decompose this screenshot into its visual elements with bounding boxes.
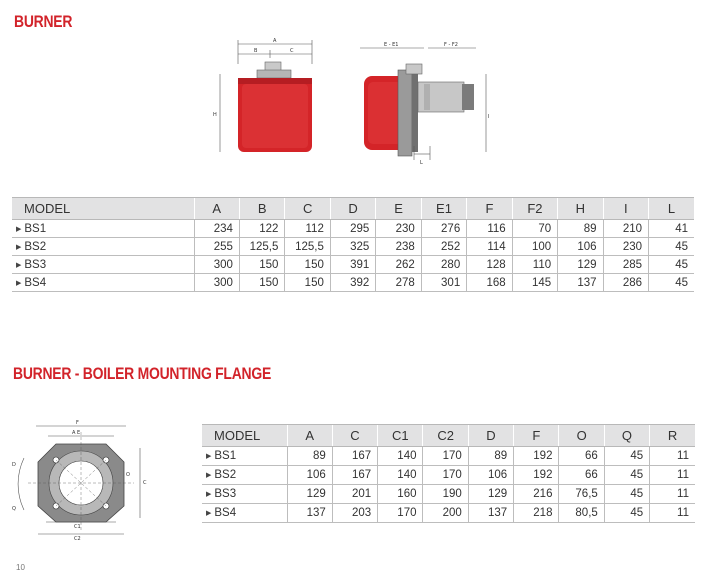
value-cell: 167 — [332, 466, 377, 485]
dim-ae-label: A E — [72, 430, 81, 436]
dim-h-label: H — [213, 112, 217, 118]
value-cell: 300 — [194, 274, 239, 292]
dim-l-label: L — [420, 160, 423, 166]
table-row — [202, 504, 695, 523]
value-cell: 255 — [194, 238, 239, 256]
dim-i-label: I — [488, 114, 490, 120]
col-header: D — [330, 198, 375, 220]
value-cell: 218 — [514, 504, 559, 523]
value-cell: 11 — [650, 485, 695, 504]
value-cell: 129 — [287, 485, 332, 504]
value-cell: 285 — [603, 256, 648, 274]
dim-f-label: F — [76, 420, 79, 426]
value-cell: 295 — [330, 220, 375, 238]
col-header: A — [194, 198, 239, 220]
table-row — [12, 274, 694, 292]
flange-title: BURNER - BOILER MOUNTING FLANGE — [13, 364, 272, 383]
value-cell: 125,5 — [239, 238, 284, 256]
value-cell: 45 — [649, 238, 694, 256]
dim-c-label: C — [290, 48, 294, 54]
value-cell: 301 — [421, 274, 466, 292]
value-cell: 170 — [378, 504, 423, 523]
value-cell: 125,5 — [285, 238, 330, 256]
value-cell: 168 — [467, 274, 512, 292]
value-cell: 192 — [514, 466, 559, 485]
table-header-row — [12, 198, 694, 220]
value-cell: 150 — [285, 274, 330, 292]
col-header: MODEL — [202, 425, 287, 447]
value-cell: 122 — [239, 220, 284, 238]
value-cell: 276 — [421, 220, 466, 238]
burner-dimensions-table — [12, 197, 694, 292]
col-header: C — [285, 198, 330, 220]
value-cell: 140 — [378, 447, 423, 466]
value-cell: 11 — [650, 447, 695, 466]
col-header: C1 — [378, 425, 423, 447]
value-cell: 106 — [558, 238, 603, 256]
col-header: Q — [604, 425, 649, 447]
burner-front-view-drawing — [210, 34, 340, 162]
value-cell: 170 — [423, 466, 468, 485]
value-cell: 11 — [650, 466, 695, 485]
page-number: 10 — [16, 563, 25, 572]
value-cell: 137 — [558, 274, 603, 292]
model-label: BS2 — [214, 469, 237, 481]
value-cell: 150 — [239, 256, 284, 274]
value-cell: 140 — [378, 466, 423, 485]
col-header: R — [650, 425, 695, 447]
col-header: D — [468, 425, 513, 447]
model-label: BS2 — [24, 240, 47, 253]
value-cell: 89 — [287, 447, 332, 466]
value-cell: 192 — [514, 447, 559, 466]
dim-o-label: O — [126, 472, 130, 478]
col-header: I — [603, 198, 648, 220]
value-cell: 391 — [330, 256, 375, 274]
value-cell: 252 — [421, 238, 466, 256]
flange-table-body — [202, 447, 695, 523]
value-cell: 160 — [378, 485, 423, 504]
dim-d-label: D — [12, 462, 16, 468]
value-cell: 89 — [468, 447, 513, 466]
row-arrow-icon: ▶ — [16, 225, 22, 233]
model-cell — [202, 504, 287, 523]
table-row — [12, 256, 694, 274]
col-header: B — [239, 198, 284, 220]
value-cell: 170 — [423, 447, 468, 466]
value-cell: 286 — [603, 274, 648, 292]
model-cell — [12, 274, 194, 292]
value-cell: 150 — [239, 274, 284, 292]
value-cell: 200 — [423, 504, 468, 523]
burner-title: BURNER — [14, 12, 73, 31]
table-header-row — [202, 425, 695, 447]
value-cell: 280 — [421, 256, 466, 274]
flange-dimensions-table — [202, 424, 695, 523]
dim-c2-label: C2 — [74, 536, 81, 542]
value-cell: 167 — [332, 447, 377, 466]
value-cell: 45 — [604, 466, 649, 485]
value-cell: 89 — [558, 220, 603, 238]
value-cell: 392 — [330, 274, 375, 292]
value-cell: 66 — [559, 447, 604, 466]
value-cell: 128 — [467, 256, 512, 274]
value-cell: 110 — [512, 256, 557, 274]
value-cell: 278 — [376, 274, 421, 292]
model-label: BS1 — [24, 222, 47, 235]
dim-f-label: F - F2 — [444, 42, 458, 48]
value-cell: 216 — [514, 485, 559, 504]
value-cell: 137 — [287, 504, 332, 523]
value-cell: 45 — [649, 256, 694, 274]
value-cell: 238 — [376, 238, 421, 256]
value-cell: 230 — [376, 220, 421, 238]
value-cell: 137 — [468, 504, 513, 523]
value-cell: 116 — [467, 220, 512, 238]
col-header: E1 — [421, 198, 466, 220]
flange-drawing — [6, 418, 166, 548]
row-arrow-icon: ▶ — [16, 261, 22, 269]
value-cell: 45 — [604, 504, 649, 523]
value-cell: 145 — [512, 274, 557, 292]
col-header: O — [559, 425, 604, 447]
value-cell: 45 — [604, 485, 649, 504]
value-cell: 262 — [376, 256, 421, 274]
table-row — [12, 238, 694, 256]
value-cell: 150 — [285, 256, 330, 274]
value-cell: 234 — [194, 220, 239, 238]
model-cell — [202, 466, 287, 485]
value-cell: 112 — [285, 220, 330, 238]
col-header: C2 — [423, 425, 468, 447]
dim-q-label: Q — [12, 506, 16, 512]
row-arrow-icon: ▶ — [16, 279, 22, 287]
col-header: F — [514, 425, 559, 447]
table-row — [202, 485, 695, 504]
dim-c1-label: C1 — [74, 524, 81, 530]
value-cell: 325 — [330, 238, 375, 256]
col-header: H — [558, 198, 603, 220]
value-cell: 106 — [287, 466, 332, 485]
col-header: A — [287, 425, 332, 447]
model-label: BS1 — [214, 450, 237, 462]
col-header: E — [376, 198, 421, 220]
dim-e-label: E - E1 — [384, 42, 399, 48]
value-cell: 76,5 — [559, 485, 604, 504]
row-arrow-icon: ▶ — [206, 510, 212, 517]
value-cell: 201 — [332, 485, 377, 504]
value-cell: 210 — [603, 220, 648, 238]
value-cell: 100 — [512, 238, 557, 256]
model-cell — [12, 256, 194, 274]
col-header: C — [332, 425, 377, 447]
model-cell — [202, 485, 287, 504]
value-cell: 114 — [467, 238, 512, 256]
value-cell: 11 — [650, 504, 695, 523]
value-cell: 230 — [603, 238, 648, 256]
model-cell — [12, 220, 194, 238]
dim-b-label: B — [254, 48, 258, 54]
row-arrow-icon: ▶ — [206, 491, 212, 498]
value-cell: 106 — [468, 466, 513, 485]
value-cell: 203 — [332, 504, 377, 523]
value-cell: 129 — [468, 485, 513, 504]
table-row — [202, 447, 695, 466]
value-cell: 45 — [604, 447, 649, 466]
table-row — [12, 220, 694, 238]
row-arrow-icon: ▶ — [16, 243, 22, 251]
value-cell: 80,5 — [559, 504, 604, 523]
value-cell: 70 — [512, 220, 557, 238]
col-header: F2 — [512, 198, 557, 220]
col-header: F — [467, 198, 512, 220]
model-cell — [12, 238, 194, 256]
model-label: BS3 — [214, 488, 237, 500]
model-label: BS4 — [214, 507, 237, 519]
dim-c-label: C — [143, 480, 147, 486]
table-row — [202, 466, 695, 485]
burner-table-body — [12, 220, 694, 292]
dim-a-label: A — [273, 38, 277, 44]
value-cell: 300 — [194, 256, 239, 274]
col-header: MODEL — [12, 198, 194, 220]
value-cell: 45 — [649, 274, 694, 292]
value-cell: 129 — [558, 256, 603, 274]
model-label: BS4 — [24, 276, 47, 289]
model-cell — [202, 447, 287, 466]
row-arrow-icon: ▶ — [206, 472, 212, 479]
value-cell: 190 — [423, 485, 468, 504]
col-header: L — [649, 198, 694, 220]
value-cell: 41 — [649, 220, 694, 238]
value-cell: 66 — [559, 466, 604, 485]
burner-side-view-drawing — [354, 40, 504, 166]
model-label: BS3 — [24, 258, 47, 271]
row-arrow-icon: ▶ — [206, 453, 212, 460]
